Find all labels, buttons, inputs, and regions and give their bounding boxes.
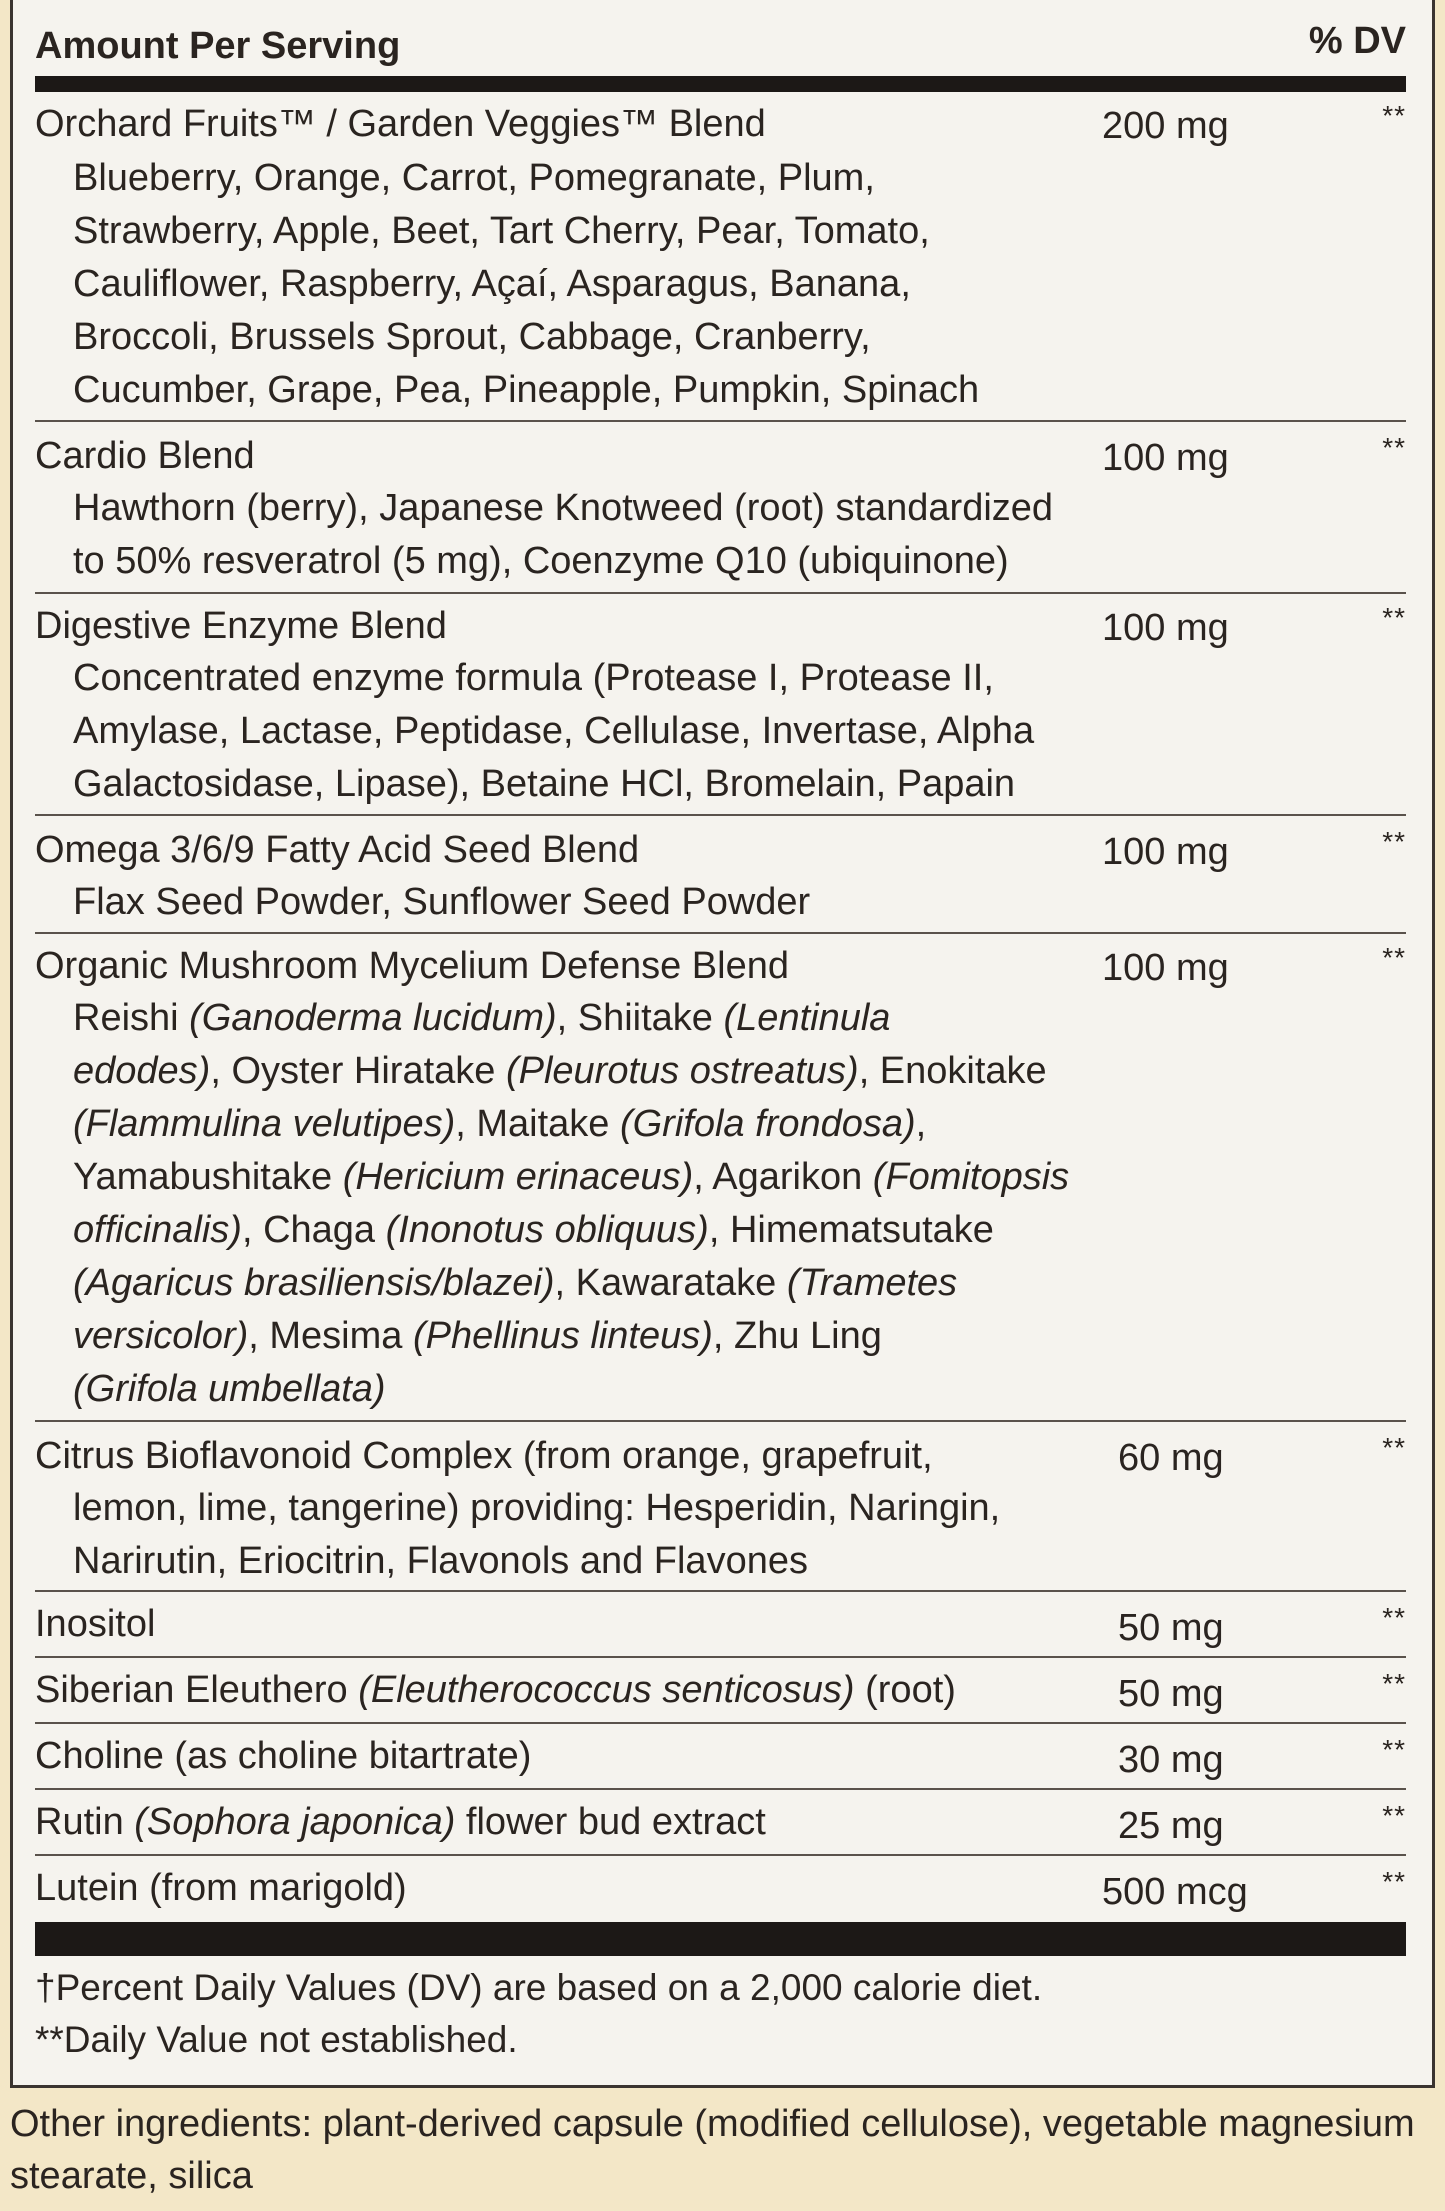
- nutrient-amount: 60 mg: [1118, 1437, 1224, 1479]
- description-line: Galactosidase, Lipase), Betaine HCl, Bromelain, Papain: [73, 763, 1016, 805]
- header-rule: [35, 76, 1406, 92]
- nutrient-amount: 100 mg: [1102, 947, 1229, 989]
- nutrient-amount: 50 mg: [1118, 1607, 1224, 1649]
- nutrient-row-mushroom-blend: [35, 934, 1406, 1422]
- description-line: lemon, lime, tangerine) providing: Hesperidin, Naringin,: [73, 1487, 1001, 1529]
- nutrient-description: [73, 1482, 1113, 1588]
- dv-footnote: †Percent Daily Values (DV) are based on a 2,000 calorie diet.: [35, 1967, 1043, 2008]
- nutrient-row-rutin: [35, 1790, 1406, 1856]
- nutrient-description: [73, 652, 1113, 811]
- description-line: Concentrated enzyme formula (Protease I, Protease II,: [73, 657, 994, 699]
- footer-rule: [35, 1922, 1406, 1956]
- nutrient-amount: 100 mg: [1102, 831, 1229, 873]
- nutrient-name: Organic Mushroom Mycelium Defense Blend: [35, 945, 789, 987]
- nutrient-dv: **: [1382, 602, 1406, 633]
- nutrient-row-cardio-blend: [35, 422, 1406, 594]
- amount-per-serving-heading: Amount Per Serving: [35, 25, 401, 67]
- nutrient-name: Citrus Bioflavonoid Complex (from orange, grapefruit,: [35, 1435, 933, 1477]
- nutrient-name: Choline (as choline bitartrate): [35, 1735, 532, 1777]
- description-line: Hawthorn (berry), Japanese Knotweed (root) standardized: [73, 487, 1054, 529]
- nutrient-amount: 30 mg: [1118, 1739, 1224, 1781]
- nutrient-description: [73, 876, 1113, 929]
- nutrient-row-choline: [35, 1724, 1406, 1790]
- nutrient-dv: **: [1382, 100, 1406, 131]
- nutrient-amount: 25 mg: [1118, 1805, 1224, 1847]
- description-line: Strawberry, Apple, Beet, Tart Cherry, Pear, Tomato,: [73, 210, 930, 252]
- nutrient-row-orchard-fruits: [35, 92, 1406, 422]
- description-line: Broccoli, Brussels Sprout, Cabbage, Cranberry,: [73, 316, 871, 358]
- nutrient-row-digestive-enzyme: [35, 594, 1406, 816]
- not-established-footnote: **Daily Value not established.: [35, 2019, 518, 2060]
- nutrient-name: Cardio Blend: [35, 435, 255, 477]
- nutrient-name: Inositol: [35, 1603, 156, 1645]
- nutrient-name: Omega 3/6/9 Fatty Acid Seed Blend: [35, 829, 640, 871]
- description-line: Reishi (Ganoderma lucidum), Shiitake (Lentinula: [73, 997, 891, 1039]
- nutrient-name: Orchard Fruits™ / Garden Veggies™ Blend: [35, 103, 766, 145]
- description-line: Blueberry, Orange, Carrot, Pomegranate, Plum,: [73, 157, 875, 199]
- description-line: (Flammulina velutipes), Maitake (Grifola frondosa),: [73, 1103, 927, 1145]
- nutrient-dv: **: [1382, 826, 1406, 857]
- nutrient-name: Digestive Enzyme Blend: [35, 605, 447, 647]
- nutrient-row-omega-blend: [35, 816, 1406, 934]
- nutrient-description: [73, 152, 1113, 417]
- nutrient-dv: **: [1382, 1734, 1406, 1765]
- description-line: Amylase, Lactase, Peptidase, Cellulase, Invertase, Alpha: [73, 710, 1035, 752]
- facts-table: [35, 0, 1406, 2085]
- nutrient-amount: 200 mg: [1102, 105, 1229, 147]
- nutrient-dv: **: [1382, 1866, 1406, 1897]
- nutrient-amount: 50 mg: [1118, 1673, 1224, 1715]
- nutrient-row-lutein: [35, 1856, 1406, 1922]
- dv-heading: % DV: [1308, 20, 1406, 62]
- nutrient-description: [73, 482, 1113, 588]
- other-ingredients-line: Other ingredients: plant-derived capsule (modified cellulose), vegetable magnesium: [10, 2103, 1415, 2145]
- description-line: (Agaricus brasiliensis/blazei), Kawaratake (Trametes: [73, 1262, 958, 1304]
- nutrient-row-citrus-bioflavonoid: [35, 1422, 1406, 1592]
- description-line: to 50% resveratrol (5 mg), Coenzyme Q10 (ubiquinone): [73, 540, 1009, 582]
- nutrient-description: [73, 992, 1113, 1416]
- description-line: Cucumber, Grape, Pea, Pineapple, Pumpkin, Spinach: [73, 369, 980, 411]
- description-line: versicolor), Mesima (Phellinus linteus), Zhu Ling: [73, 1315, 882, 1357]
- nutrient-name: Lutein (from marigold): [35, 1867, 407, 1909]
- nutrient-row-siberian-eleuthero: [35, 1658, 1406, 1724]
- other-ingredients: [10, 2098, 1415, 2202]
- other-ingredients-line: stearate, silica: [10, 2155, 253, 2197]
- description-line: edodes), Oyster Hiratake (Pleurotus ostreatus), Enokitake: [73, 1050, 1047, 1092]
- description-line: Cauliflower, Raspberry, Açaí, Asparagus, Banana,: [73, 263, 911, 305]
- nutrient-dv: **: [1382, 1668, 1406, 1699]
- description-line: Flax Seed Powder, Sunflower Seed Powder: [73, 881, 811, 923]
- nutrient-dv: **: [1382, 942, 1406, 973]
- nutrient-dv: **: [1382, 1602, 1406, 1633]
- nutrient-row-inositol: [35, 1592, 1406, 1658]
- nutrient-amount: 500 mcg: [1102, 1871, 1248, 1913]
- nutrient-amount: 100 mg: [1102, 607, 1229, 649]
- description-line: officinalis), Chaga (Inonotus obliquus), Himematsutake: [73, 1209, 994, 1251]
- nutrient-amount: 100 mg: [1102, 437, 1229, 479]
- description-line: (Grifola umbellata): [73, 1368, 386, 1410]
- nutrient-dv: **: [1382, 1432, 1406, 1463]
- description-line: Narirutin, Eriocitrin, Flavonols and Flavones: [73, 1540, 808, 1582]
- nutrient-name: Siberian Eleuthero (Eleutherococcus senticosus) (root): [35, 1669, 956, 1711]
- description-line: Yamabushitake (Hericium erinaceus), Agarikon (Fomitopsis: [73, 1156, 1070, 1198]
- nutrient-dv: **: [1382, 1800, 1406, 1831]
- nutrient-name: Rutin (Sophora japonica) flower bud extract: [35, 1801, 766, 1843]
- nutrient-dv: **: [1382, 432, 1406, 463]
- supplement-facts-panel: [10, 0, 1435, 2088]
